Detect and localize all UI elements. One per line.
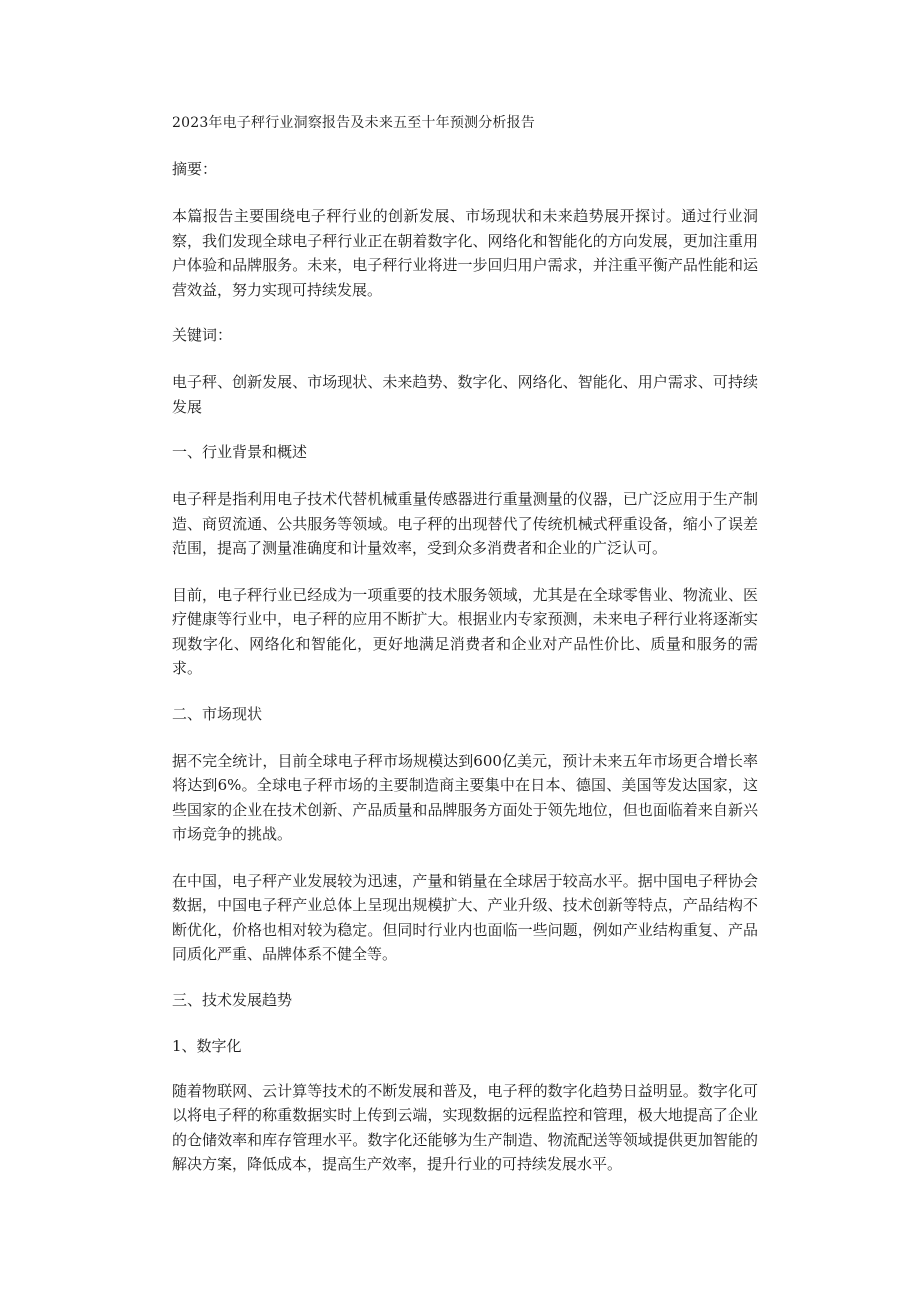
abstract-label: 摘要： [172, 160, 218, 178]
abstract-paragraph: 本篇报告主要围绕电子秤行业的创新发展、市场现状和未来趋势展开探讨。通过行业洞察，我们发现全球电子秤行业正在朝着数字化、网络化和智能化的方向发展，更加注重用户体验和品牌服务。未来，电子秤行业将进一步回归用户需求，并注重平衡产品性能和运营效益，努力实现可持续发展。 [172, 207, 758, 299]
keywords-paragraph: 电子秤、创新发展、市场现状、未来趋势、数字化、网络化、智能化、用户需求、可持续发展 [172, 373, 758, 416]
section-2-paragraph-1: 据不完全统计，目前全球电子秤市场规模达到600亿美元，预计未来五年市场更合增长率将达到6%。全球电子秤市场的主要制造商主要集中在日本、德国、美国等发达国家，这些国家的企业在技术创新、产品质量和品牌服务方面处于领先地位，但也面临着来自新兴市场竞争的挑战。 [172, 751, 758, 843]
section-1-heading: 一、行业背景和概述 [172, 443, 308, 461]
document-page [172, 112, 758, 1199]
section-2-paragraph-2: 在中国，电子秤产业发展较为迅速，产量和销量在全球居于较高水平。据中国电子秤协会数据，中国电子秤产业总体上呈现出规模扩大、产业升级、技术创新等特点，产品结构不断优化，价格也相对较为稳定。但同时行业内也面临一些问题，例如产业结构重复、产品同质化严重、品牌体系不健全等。 [172, 871, 758, 963]
subsection-3-1-paragraph: 随着物联网、云计算等技术的不断发展和普及，电子秤的数字化趋势日益明显。数字化可以将电子秤的称重数据实时上传到云端，实现数据的远程监控和管理，极大地提高了企业的仓储效率和库存管理水平。数字化还能够为生产制造、物流配送等领域提供更加智能的解决方案，降低成本，提高生产效率，提升行业的可持续发展水平。 [172, 1081, 758, 1173]
section-1-paragraph-2: 目前，电子秤行业已经成为一项重要的技术服务领域，尤其是在全球零售业、物流业、医疗健康等行业中，电子秤的应用不断扩大。根据业内专家预测，未来电子秤行业将逐渐实现数字化、网络化和智能化，更好地满足消费者和企业对产品性价比、质量和服务的需求。 [172, 585, 758, 677]
section-3-heading: 三、技术发展趋势 [172, 990, 293, 1009]
section-2-heading: 二、市场现状 [172, 704, 263, 723]
keywords-label: 关键词： [172, 326, 233, 344]
section-1-paragraph-1: 电子秤是指利用电子技术代替机械重量传感器进行重量测量的仪器，已广泛应用于生产制造、商贸流通、公共服务等领域。电子秤的出现替代了传统机械式秤重设备，缩小了误差范围，提高了测量准确度和计量效率，受到众多消费者和企业的广泛认可。 [172, 490, 758, 557]
subsection-3-1-heading: 1、数字化 [172, 1036, 242, 1055]
document-title: 2023年电子秤行业洞察报告及未来五至十年预测分析报告 [172, 115, 536, 131]
